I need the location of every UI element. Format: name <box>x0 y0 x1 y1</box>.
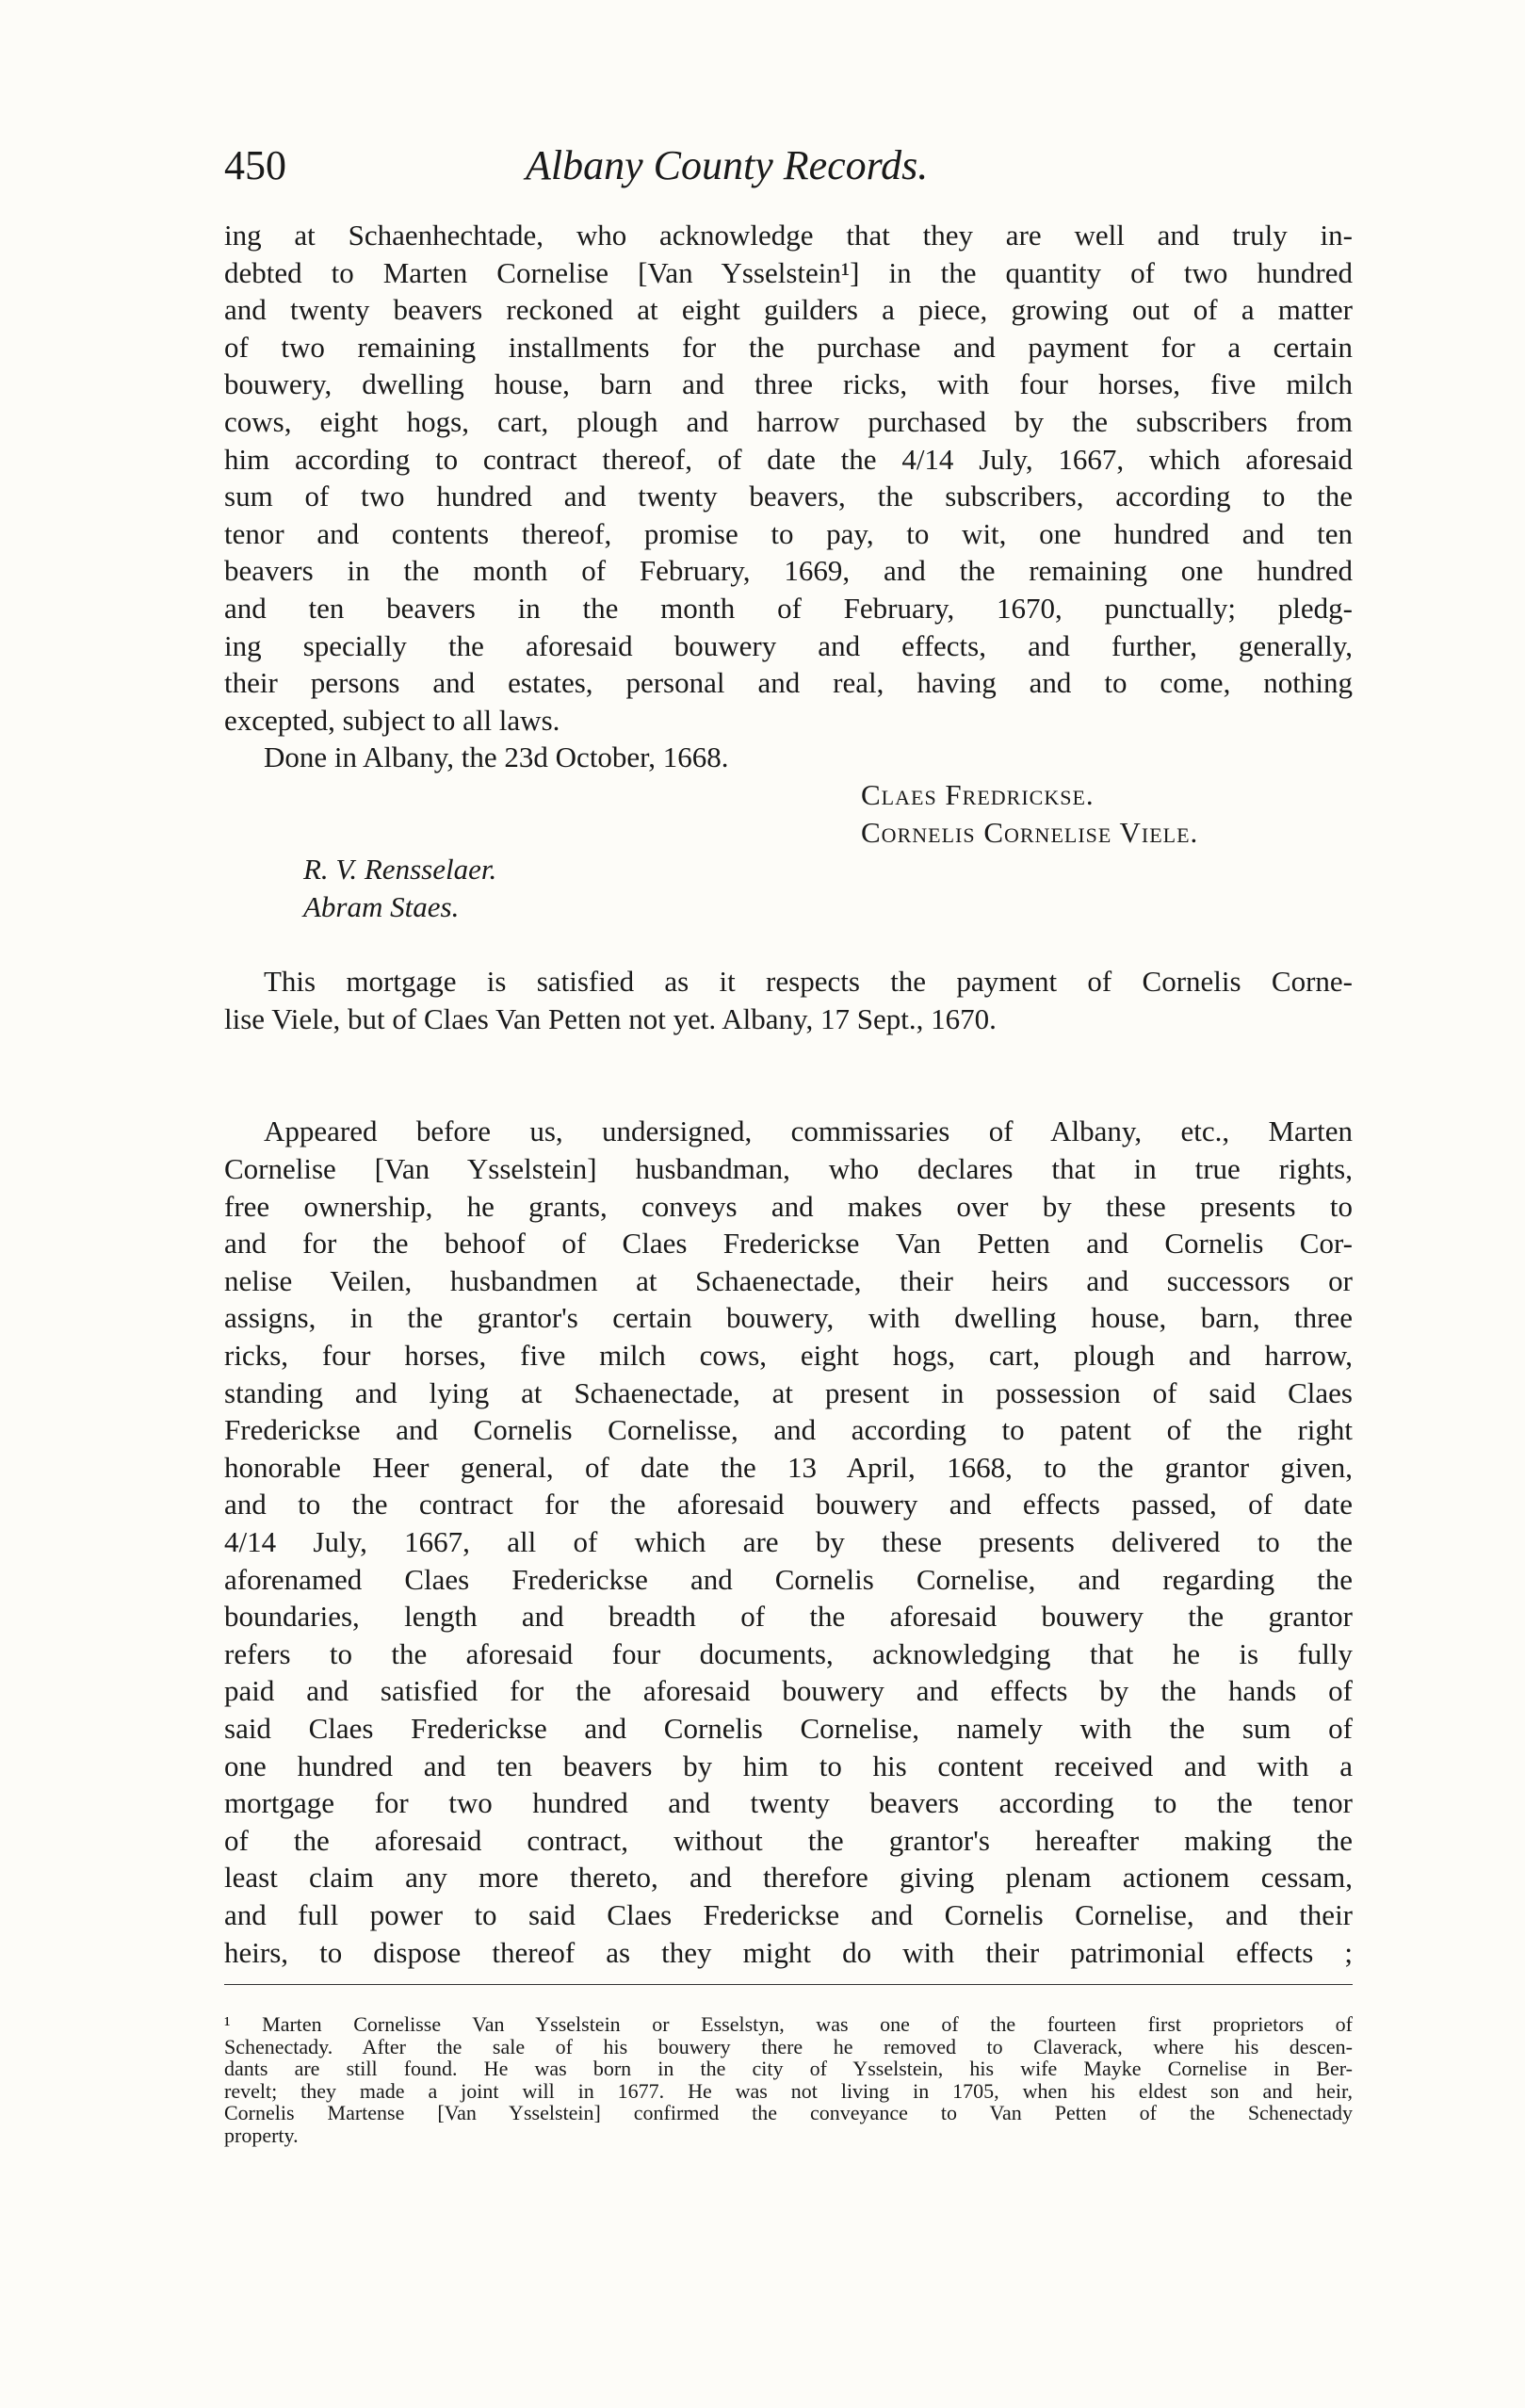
text-line: ing at Schaenhechtade, who acknowledge that they are well and truly in- <box>224 219 1353 252</box>
text-line: and full power to said Claes Frederickse and Cornelis Cornelise, and their <box>224 1897 1353 1931</box>
text-line: ricks, four horses, five milch cows, eight hogs, cart, plough and harrow, <box>224 1339 1353 1373</box>
text-line: nelise Veilen, husbandmen at Schaenectade, their heirs and successors or <box>224 1263 1353 1297</box>
signature: Claes Fredrickse. <box>861 777 1095 811</box>
footnote-line: Schenectady. After the sale of his bouwery there he removed to Claverack, where his descen- <box>224 2034 1353 2058</box>
text-line: Cornelise [Van Ysselstein] husbandman, who declares that in true rights, <box>224 1152 1353 1186</box>
text-line: standing and lying at Schaenectade, at present in possession of said Claes <box>224 1375 1353 1409</box>
witness: Abram Staes. <box>303 889 460 923</box>
text-line: and to the contract for the aforesaid bouwery and effects passed, of date <box>224 1488 1353 1521</box>
text-line: Frederickse and Cornelis Cornelisse, and according to patent of the right <box>224 1413 1353 1447</box>
document-page <box>224 141 1353 2146</box>
text-line: Appeared before us, undersigned, commissaries of Albany, etc., Marten <box>264 1115 1353 1148</box>
text-line: beavers in the month of February, 1669, and the remaining one hundred <box>224 554 1353 588</box>
footnote <box>224 2013 1353 2146</box>
text-line: him according to contract thereof, of date the 4/14 July, 1667, which aforesaid <box>224 442 1353 476</box>
conveyance-paragraph <box>224 1113 1353 1971</box>
text-line: said Claes Frederickse and Cornelis Cornelise, namely with the sum of <box>224 1711 1353 1745</box>
signature: Cornelis Cornelise Viele. <box>861 815 1199 849</box>
text-line: 4/14 July, 1667, all of which are by these presents delivered to the <box>224 1525 1353 1558</box>
text-line: of two remaining installments for the purchase and payment for a certain <box>224 330 1353 364</box>
text-line: bouwery, dwelling house, barn and three ricks, with four horses, five milch <box>224 367 1353 401</box>
footnote-line: property. <box>224 2123 299 2147</box>
text-line: assigns, in the grantor's certain bouwery, with dwelling house, barn, three <box>224 1301 1353 1335</box>
text-line: debted to Marten Cornelise [Van Ysselstein¹] in the quantity of two hundred <box>224 255 1353 289</box>
text-line: lise Viele, but of Claes Van Petten not yet. Albany, 17 Sept., 1670. <box>224 1001 997 1035</box>
text-line: sum of two hundred and twenty beavers, the subscribers, according to the <box>224 480 1353 513</box>
text-line: least claim any more thereto, and therefore giving plenam actionem cessam, <box>224 1861 1353 1895</box>
deed-paragraph <box>224 217 1353 925</box>
text-line: refers to the aforesaid four documents, acknowledging that he is fully <box>224 1636 1353 1670</box>
footnote-line: ¹ Marten Cornelisse Van Ysselstein or Esselstyn, was one of the fourteen first proprietors of <box>224 2012 1353 2037</box>
text-line: and ten beavers in the month of February, 1670, punctually; pledg- <box>224 591 1353 625</box>
text-line: their persons and estates, personal and real, having and to come, nothing <box>224 666 1353 700</box>
text-line: boundaries, length and breadth of the aforesaid bouwery the grantor <box>224 1600 1353 1634</box>
footnote-line: revelt; they made a joint will in 1677. He was not living in 1705, when his eldest son and heir, <box>224 2078 1353 2103</box>
text-line: and twenty beavers reckoned at eight guilders a piece, growing out of a matter <box>224 293 1353 327</box>
text-line: ing specially the aforesaid bouwery and effects, and further, generally, <box>224 628 1353 662</box>
text-line: and for the behoof of Claes Fredericksе Van Petten and Cornelis Cor- <box>224 1227 1353 1261</box>
text-line: excepted, subject to all laws. <box>224 703 560 737</box>
running-title: Albany County Records. <box>526 142 929 188</box>
text-line: This mortgage is satisfied as it respects the payment of Cornelis Corne- <box>264 965 1353 999</box>
witness: R. V. Rensselaer. <box>303 853 497 887</box>
section-gap <box>224 1037 1353 1113</box>
text-line: aforenamed Claes Frederickse and Cornelis Cornelise, and regarding the <box>224 1562 1353 1596</box>
text-line: heirs, to dispose thereof as they might do with their patrimonial effects ; <box>224 1935 1353 1969</box>
text-line: free ownership, he grants, conveys and makes over by these presents to <box>224 1189 1353 1223</box>
text-line: tenor and contents thereof, promise to pay, to wit, one hundred and ten <box>224 516 1353 550</box>
footnote-divider <box>224 1984 1353 1985</box>
text-line: honorable Heer general, of date the 13 April, 1668, to the grantor given, <box>224 1450 1353 1484</box>
text-line: mortgage for two hundred and twenty beavers according to the tenor <box>224 1786 1353 1820</box>
text-line: of the aforesaid contract, without the grantor's hereafter making the <box>224 1823 1353 1857</box>
page-number: 450 <box>224 142 286 188</box>
footnote-line: dants are still found. He was born in the city of Ysselstein, his wife Mayke Cornelise in Ber- <box>224 2057 1353 2081</box>
satisfaction-note <box>224 963 1353 1037</box>
text-line: cows, eight hogs, cart, plough and harrow purchased by the subscribers from <box>224 404 1353 438</box>
text-line: one hundred and ten beavers by him to his content received and with a <box>224 1749 1353 1782</box>
dated-line: Done in Albany, the 23d October, 1668. <box>264 740 729 774</box>
footnote-line: Cornelis Martense [Van Ysselstein] confirmed the conveyance to Van Petten of the Schenectady <box>224 2101 1353 2125</box>
text-line: paid and satisfied for the aforesaid bouwery and effects by the hands of <box>224 1674 1353 1708</box>
page-header <box>224 141 1353 217</box>
